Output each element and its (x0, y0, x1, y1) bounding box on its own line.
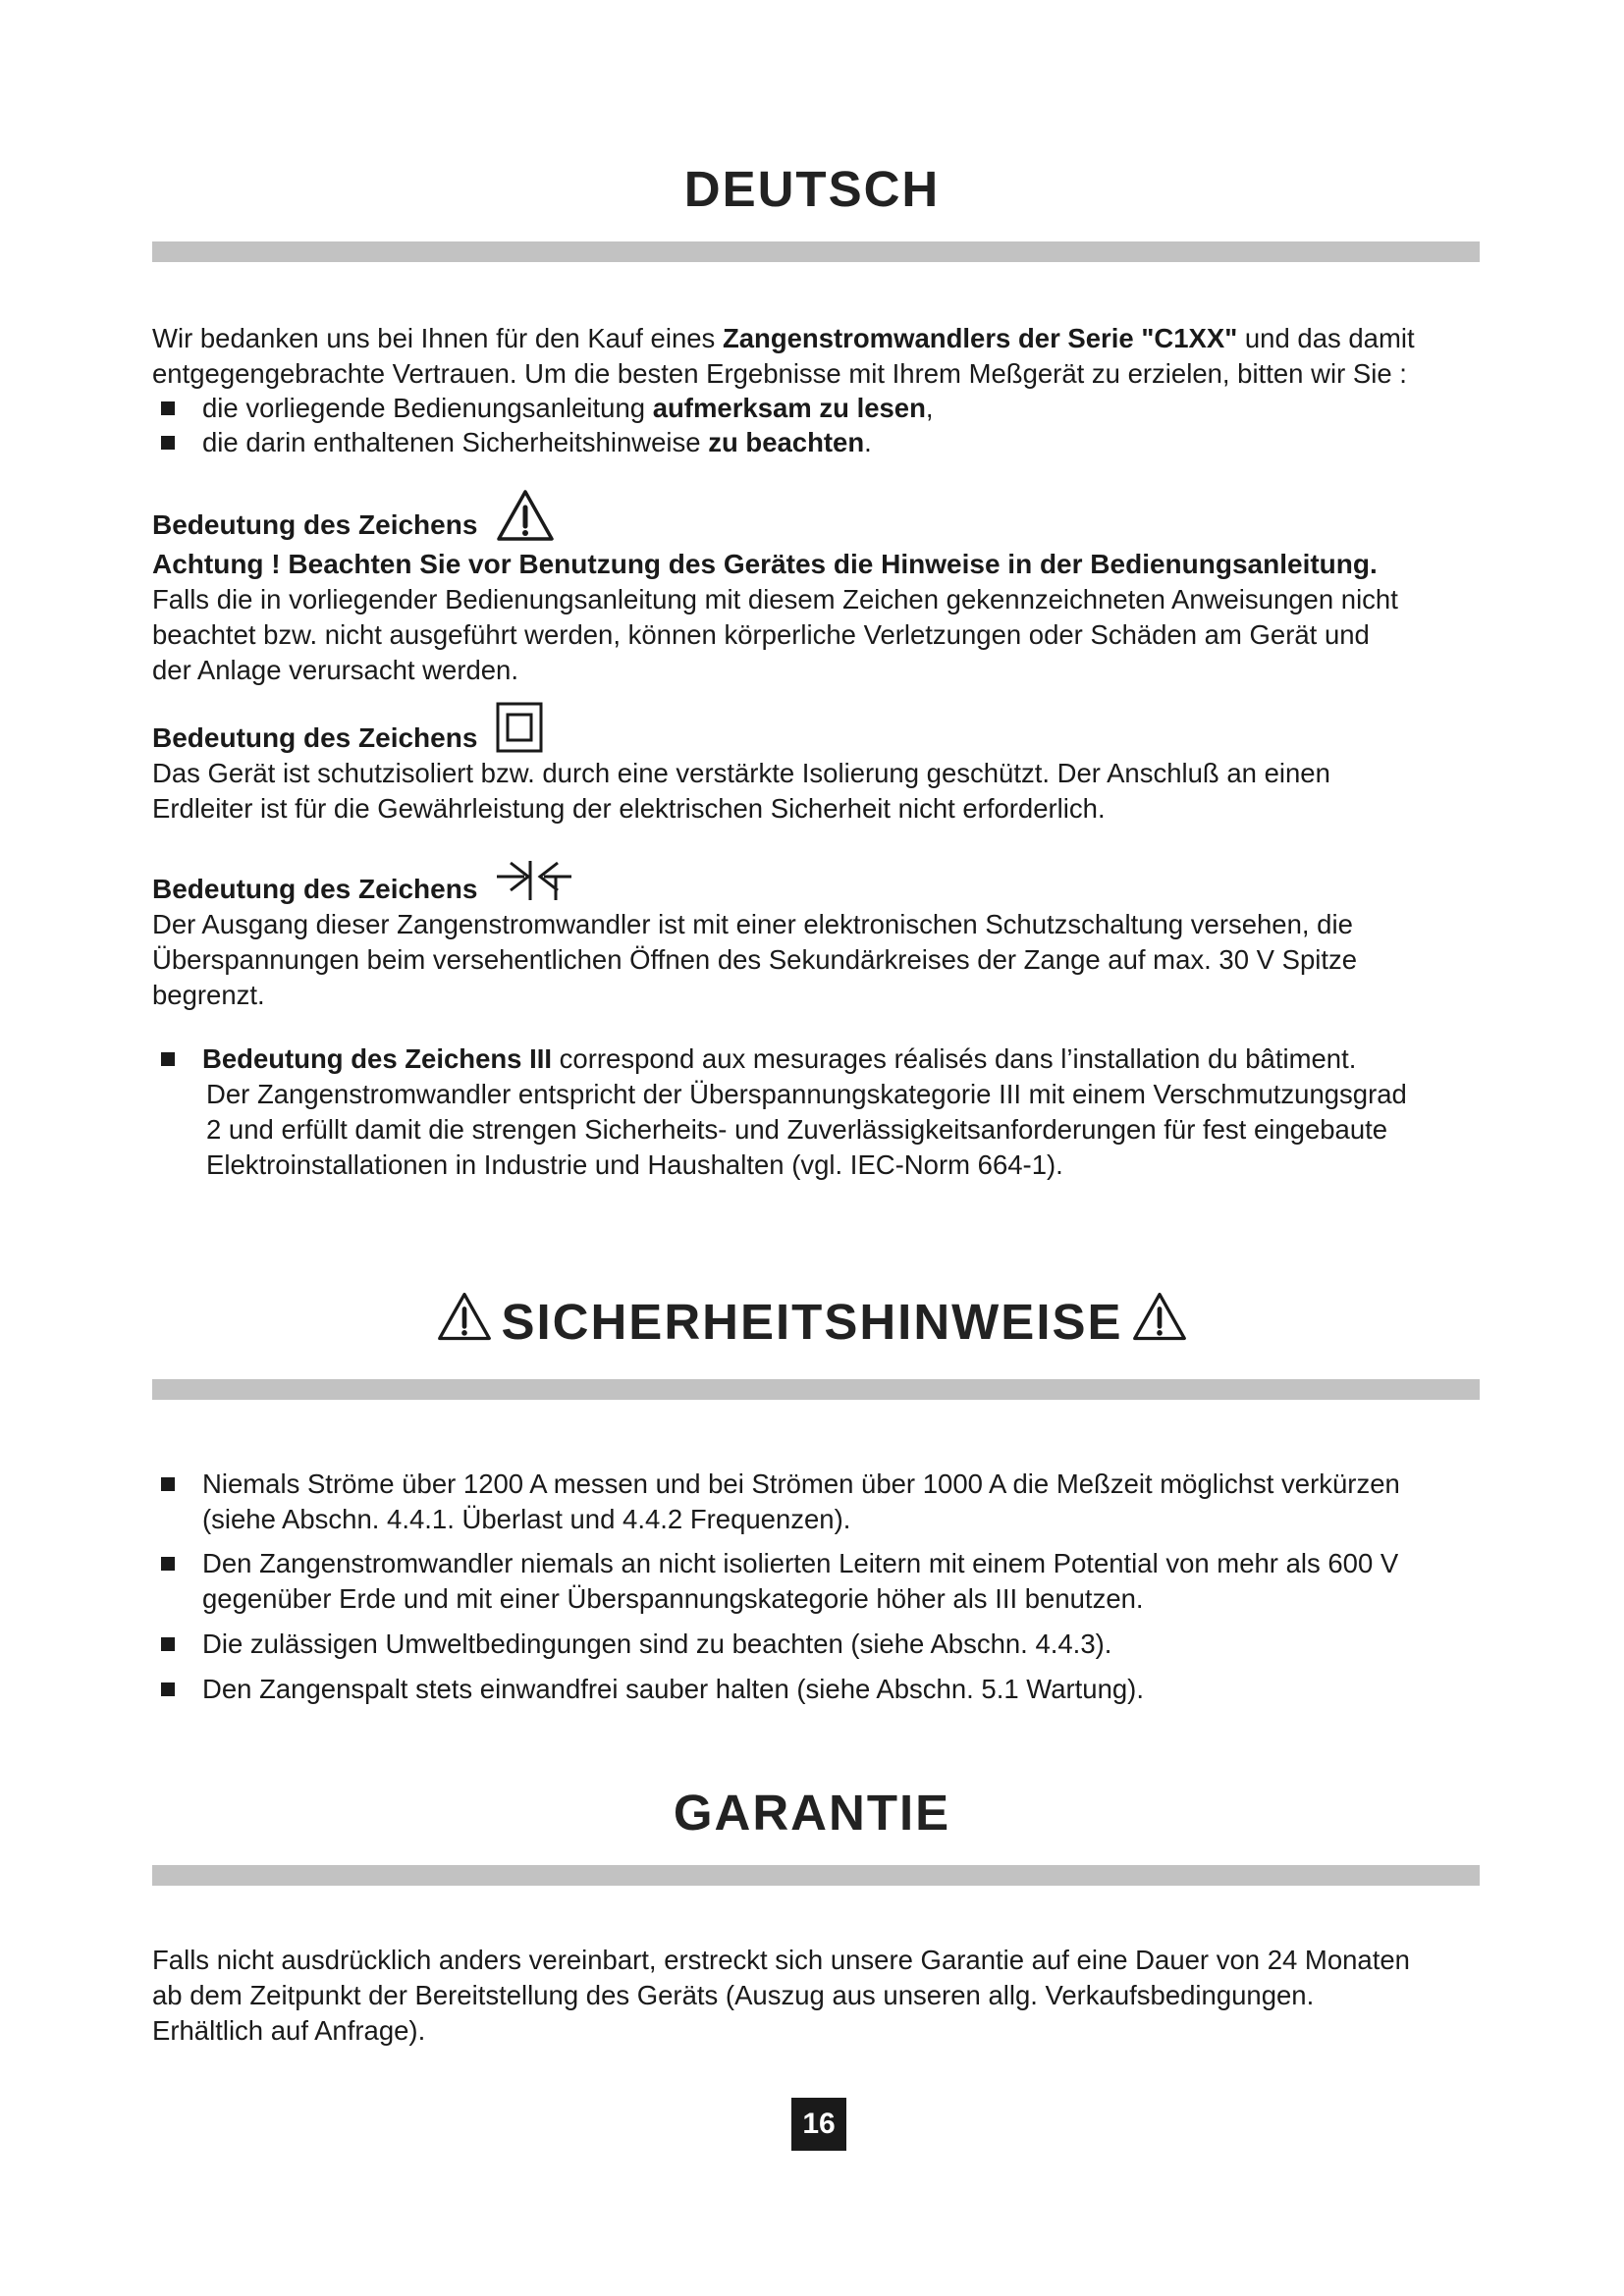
bullet-square-icon (161, 436, 175, 450)
safety-bullet-text: Niemals Ströme über 1200 A messen und bei Strömen über 1000 A die Meßzeit möglichst verkürzen (siehe Abschn. 4.4.1. Überlast und 4.4.2 Frequenzen). (202, 1468, 1400, 1534)
heading-sicherheitshinweise (0, 1290, 1624, 1351)
safety-bullet-text: Den Zangenstromwandler niemals an nicht isolierten Leitern mit einem Potential von mehr als 600 V gegenüber Erde und mit einer Überspannungskategorie höher als III benutzen. (202, 1548, 1399, 1614)
warning-symbol-line: der Anlage verursacht werden. (152, 655, 518, 685)
category-iii-first-line: Bedeutung des Zeichens III correspond aux mesurages réalisés dans l’installation du bâtiment. (202, 1043, 1357, 1074)
double-insulation-line: Das Gerät ist schutzisoliert bzw. durch eine verstärkte Isolierung geschützt. Der Anschluß an einen (152, 758, 1330, 788)
page-number: 16 (791, 2098, 846, 2151)
heading-rule (152, 241, 1480, 262)
bullet-square-icon (161, 1477, 175, 1491)
intro-bullet-text: die darin enthaltenen Sicherheitshinweise zu beachten. (202, 427, 872, 457)
double-insulation-line: Erdleiter ist für die Gewährleistung der elektrischen Sicherheit nicht erforderlich. (152, 793, 1106, 824)
category-iii-line: 2 und erfüllt damit die strengen Sicherheits- und Zuverlässigkeitsanforderungen für fest eingebaute (206, 1114, 1388, 1145)
intro-bullet-text: die vorliegende Bedienungsanleitung aufmerksam zu lesen, (202, 393, 934, 423)
garantie-paragraph (152, 1943, 1527, 2049)
bullet-square-icon (161, 1557, 175, 1571)
warning-triangle-icon (495, 488, 556, 543)
intro-bullet-2 (152, 425, 1429, 460)
warning-triangle-icon (436, 1290, 493, 1343)
category-iii-bullet (152, 1041, 1527, 1189)
category-iii-line: Der Zangenstromwandler entspricht der Überspannungskategorie III mit einem Verschmutzungsgrad (206, 1079, 1407, 1109)
protection-symbol-title: Bedeutung des Zeichens (152, 874, 478, 904)
intro-text: Wir bedanken uns bei Ihnen für den Kauf eines (152, 323, 723, 353)
intro-paragraph (152, 321, 1488, 392)
bullet-square-icon (161, 1637, 175, 1651)
heading-garantie: GARANTIE (673, 1785, 951, 1841)
safety-bullet (152, 1672, 1527, 1707)
intro-bullet-1 (152, 391, 1429, 426)
protection-symbol-line: Der Ausgang dieser Zangenstromwandler ist mit einer elektronischen Schutzschaltung versehen, die (152, 909, 1353, 939)
bullet-square-icon (161, 1052, 175, 1066)
category-iii-title: Bedeutung des Zeichens III (202, 1043, 553, 1074)
category-iii-line: Elektroinstallationen in Industrie und Haushalten (vgl. IEC-Norm 664-1). (206, 1149, 1063, 1180)
warning-symbol-section (152, 488, 1527, 688)
category-iii-text (202, 1041, 1518, 1183)
heading-rule (152, 1379, 1480, 1400)
protection-symbol-title-row (152, 852, 1527, 907)
safety-bullet-text: Die zulässigen Umweltbedingungen sind zu beachten (siehe Abschn. 4.4.3). (202, 1629, 1112, 1659)
warning-symbol-subtitle: Achtung ! Beachten Sie vor Benutzung des Gerätes die Hinweise in der Bedienungsanleitung. (152, 549, 1378, 579)
safety-bullet (152, 1546, 1527, 1617)
warning-symbol-title-row (152, 488, 1527, 547)
warning-symbol-title: Bedeutung des Zeichens (152, 509, 478, 540)
heading-rule (152, 1865, 1480, 1886)
heading-deutsch: DEUTSCH (683, 161, 941, 217)
intro-text: und das damit (1237, 323, 1415, 353)
safety-bullet (152, 1467, 1527, 1537)
double-insulation-section (152, 699, 1488, 827)
warning-triangle-icon (1131, 1290, 1188, 1343)
garantie-line: ab dem Zeitpunkt der Bereitstellung des Geräts (Auszug aus unseren allg. Verkaufsbedingungen. (152, 1980, 1315, 2010)
warning-symbol-line: Falls die in vorliegender Bedienungsanleitung mit diesem Zeichen gekennzeichneten Anweisungen nicht (152, 584, 1398, 614)
intro-line-2: entgegengebrachte Vertrauen. Um die besten Ergebnisse mit Ihrem Meßgerät zu erzielen, bitten wir Sie : (152, 358, 1407, 389)
garantie-line: Falls nicht ausdrücklich anders vereinbart, erstreckt sich unsere Garantie auf eine Dauer von 24 Monaten (152, 1945, 1410, 1975)
double-insulation-title: Bedeutung des Zeichens (152, 722, 478, 753)
protection-symbol-line: Überspannungen beim versehentlichen Öffnen des Sekundärkreises der Zange auf max. 30 V Spitze (152, 944, 1358, 975)
overvoltage-protection-icon (495, 857, 573, 902)
double-insulation-title-row (152, 699, 1488, 756)
bullet-square-icon (161, 1682, 175, 1696)
bullet-square-icon (161, 401, 175, 415)
protection-symbol-section (152, 852, 1527, 1013)
warning-symbol-line: beachtet bzw. nicht ausgeführt werden, können körperliche Verletzungen oder Schäden am Gerät und (152, 619, 1370, 650)
protection-symbol-line: begrenzt. (152, 980, 265, 1010)
double-insulation-icon (495, 701, 544, 754)
heading-sicherheitshinweise-text: SICHERHEITSHINWEISE (501, 1294, 1123, 1350)
garantie-line: Erhältlich auf Anfrage). (152, 2015, 426, 2046)
intro-product-name: Zangenstromwandlers der Serie "C1XX" (722, 323, 1238, 353)
safety-bullet (152, 1627, 1527, 1662)
intro-line-1 (152, 321, 1488, 356)
safety-bullet-text: Den Zangenspalt stets einwandfrei sauber halten (siehe Abschn. 5.1 Wartung). (202, 1674, 1144, 1704)
